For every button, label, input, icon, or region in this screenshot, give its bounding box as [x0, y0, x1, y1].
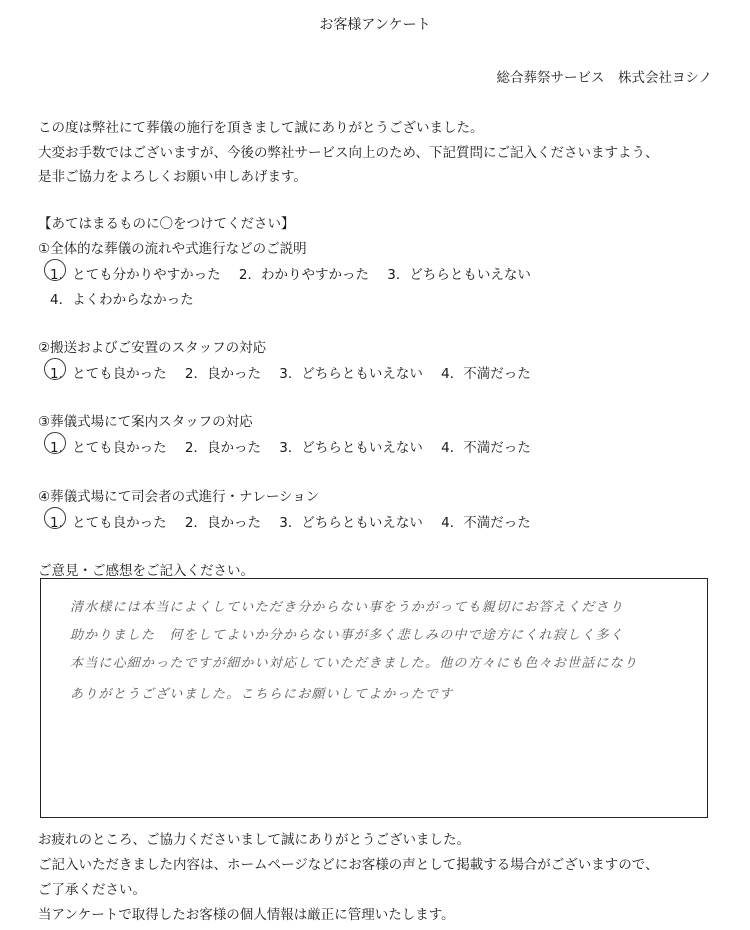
q4-option-4[interactable]: 4．不満だった	[441, 515, 531, 531]
question-2-title: ②搬送およびご安置のスタッフの対応	[38, 340, 267, 356]
q4-option-1[interactable]	[50, 511, 167, 531]
intro-line-1: この度は弊社にて葬儀の施行を頂きまして誠にありがとうございました。	[38, 120, 484, 136]
q2-option-4[interactable]: 4．不満だった	[441, 366, 531, 382]
q4-option-2[interactable]: 2．良かった	[184, 515, 261, 531]
selected-circle-mark: 1．とても分かりやすかった	[50, 263, 221, 283]
q1-option-2[interactable]: 2．わかりやすかった	[238, 267, 369, 283]
question-1-options-row-2	[50, 288, 208, 308]
survey-title: お客様アンケート	[319, 17, 431, 33]
q3-option-4[interactable]: 4．不満だった	[441, 440, 531, 456]
company-name: 総合葬祭サービス 株式会社ヨシノ	[496, 70, 712, 86]
question-4-title: ④葬儀式場にて司会者の式進行・ナレーション	[38, 489, 320, 505]
q3-option-3[interactable]: 3．どちらともいえない	[279, 440, 423, 456]
comment-label: ご意見・ご感想をご記入ください。	[38, 563, 254, 579]
q1-option-3[interactable]: 3．どちらともいえない	[387, 267, 531, 283]
q4-option-3[interactable]: 3．どちらともいえない	[279, 515, 423, 531]
intro-line-2: 大変お手数ではございますが、今後の弊社サービス向上のため、下記質問にご記入くださいますよう、	[38, 145, 659, 161]
question-3-options	[50, 436, 545, 456]
instruction: 【あてはまるものに〇をつけてください】	[38, 216, 295, 232]
handwritten-comment-line-4: ありがとうございました。こちらにお願いしてよかったです	[70, 687, 454, 702]
selected-circle-mark: 1．とても良かった	[50, 436, 167, 456]
q3-option-1[interactable]	[50, 436, 167, 456]
footer-line-2: ご記入いただきました内容は、ホームページなどにお客様の声として掲載する場合がございますので、	[38, 857, 659, 873]
question-2-options	[50, 362, 545, 382]
q1-option-4[interactable]: 4．よくわからなかった	[50, 292, 194, 308]
handwritten-comment-line-3: 本当に心細かったですが細かい対応していただきました。他の方々にも色々お世話になり	[70, 656, 639, 671]
selected-circle-mark: 1．とても良かった	[50, 362, 167, 382]
question-1-title: ①全体的な葬儀の流れや式進行などのご説明	[38, 241, 307, 257]
question-1-options	[50, 263, 545, 283]
question-4-options	[50, 511, 545, 531]
handwritten-comment-line-2: 助かりました 何をしてよいか分からない事が多く悲しみの中で途方にくれ寂しく多く	[70, 628, 624, 643]
intro-line-3: 是非ご協力をよろしくお願い申しあげます。	[38, 169, 307, 185]
footer-line-3: ご了承ください。	[38, 882, 146, 898]
question-3-title: ③葬儀式場にて案内スタッフの対応	[38, 414, 253, 430]
q3-option-2[interactable]: 2．良かった	[184, 440, 261, 456]
q2-option-1[interactable]	[50, 362, 167, 382]
q1-option-1[interactable]	[50, 263, 221, 283]
handwritten-comment-line-1: 清水様には本当によくしていただき分からない事をうかがっても親切にお答えくださり	[70, 600, 624, 615]
footer-line-1: お疲れのところ、ご協力くださいまして誠にありがとうございました。	[38, 832, 470, 848]
selected-circle-mark: 1．とても良かった	[50, 511, 167, 531]
q2-option-3[interactable]: 3．どちらともいえない	[279, 366, 423, 382]
footer-line-4: 当アンケートで取得したお客様の個人情報は厳正に管理いたします。	[38, 907, 455, 923]
q2-option-2[interactable]: 2．良かった	[184, 366, 261, 382]
